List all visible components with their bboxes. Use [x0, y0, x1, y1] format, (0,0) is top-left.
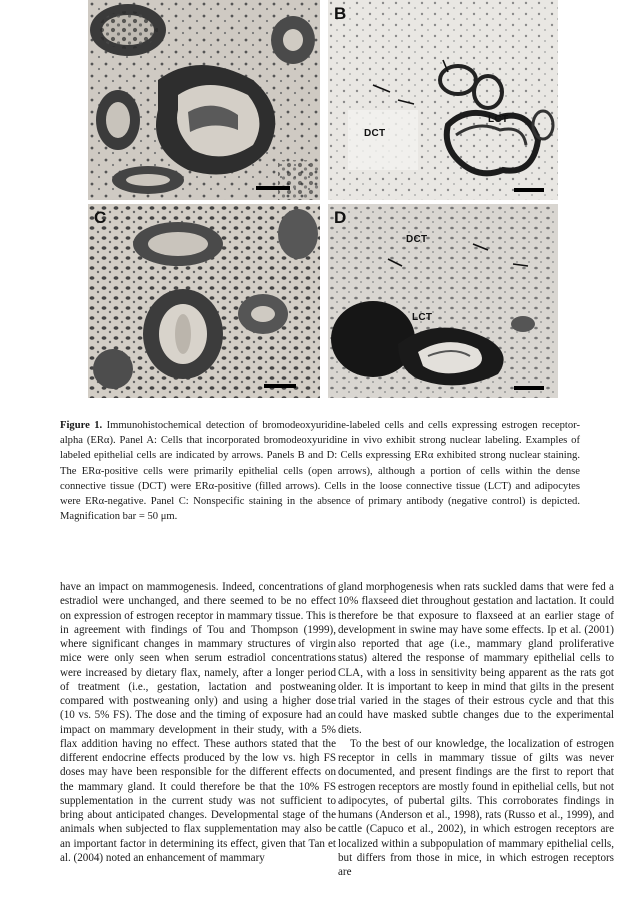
panel-letter-c: C: [94, 208, 107, 227]
paragraph: have an impact on mammogenesis. Indeed, concentrations of estradiol were unchanged, and there seemed to be no effect on expression of estrogen receptor in mammary tissue. This is in agreement with findings of Tou and Thompson (1999), where significant changes in mammary structures of virgin mice were only seen when serum estradiol concentrations were increased by dietary flax, namely, after a longer period of treatment (i.e., gestation, lactation and postweaning compared with postweaning only) and using a higher dose (10 vs. 5% FS). The dose and the timing of exposure had an impact on mammary development in their study, with a 5% flax addition having no effect. These authors stated that the different endocrine effects produced by the low vs. high FS doses may have been responsible for the different effects on the mammary gland. It could therefore be that the 10% FS supplementation in the current study was not sufficient to bring about anticipated changes. Developmental stage of the animals when subjected to flax supplementation may also be an important factor in determining its effect, given that Tan et al. (2004) noted an enhancement of mammary: [60, 581, 336, 864]
caption-text: Immunohistochemical detection of bromodeoxyuridine-labeled cells and cells expressing estrogen receptor-alpha (ERα). Panel A: Cells that incorporated bromodeoxyuridine in vivo exhibit strong nuclear labeling. Examples of labeled epithelial cells are indicated by arrows. Panels B and D: Cells expressing ERα exhibited strong nuclear staining. The ERα-positive cells were primarily epithelial cells (open arrows), although a portion of cells within the dense connective tissue (DCT) were ERα-positive (filled arrows). Cells in the loose connective tissue (LCT) and adipocytes were ERα-negative. Panel C: Nonspecific staining in the absence of primary antibody (negative control) is depicted. Magnification bar = 50 μm.: [60, 420, 580, 523]
dct-label-b: DCT: [364, 128, 386, 139]
scale-bar-d: [514, 386, 544, 390]
micrograph-b-image: [328, 0, 558, 200]
micrograph-panel-c: [88, 204, 320, 398]
micrograph-panel-b: [328, 0, 558, 200]
micrograph-a-image: [88, 0, 320, 200]
micrograph-panel-d: [328, 204, 558, 398]
micrograph-d-image: [328, 204, 558, 398]
figure-1-grid: [88, 0, 558, 398]
panel-letter-b: B: [334, 4, 347, 23]
body-column-left: [60, 580, 336, 865]
lct-label-b: LCT: [488, 114, 509, 125]
micrograph-panel-a: [88, 0, 320, 200]
scale-bar-c: [264, 384, 296, 388]
figure-caption: [60, 418, 580, 524]
dct-label-d: DCT: [406, 234, 428, 245]
paragraph: gland morphogenesis when rats suckled dams that were fed a 10% flaxseed diet throughout gestation and lactation. It could therefore be that exposure to flaxseed at an earlier stage of development in swine may have some effects. Ip et al. (2001) also reported that age (i.e., mammary gland proliferative status) altered the response of mammary epithelial cells to CLA, with a loss in sensitivity being apparent as the rats got older. It is important to keep in mind that gilts in the present trial varied in the stages of their estrous cycle and that this could have masked subtle changes due to the experimental diets.: [338, 581, 614, 736]
scale-bar-a: [256, 186, 290, 190]
figure-label: Figure 1.: [60, 420, 103, 431]
micrograph-c-image: [88, 204, 320, 398]
paragraph: To the best of our knowledge, the localization of estrogen receptor in cells in mammary tissue of gilts was never documented, and present findings are the first to report that estrogen receptors are mostly found in epithelial cells, but not adipocytes, of pubertal gilts. This corroborates findings in humans (Anderson et al., 1998), rats (Russo et al., 1999), and cattle (Capuco et al., 2002), in which estrogen receptors are localized within a subpopulation of mammary epithelial cells, but differs from those in mice, in which estrogen receptors are: [338, 737, 614, 878]
scale-bar-b: [514, 188, 544, 192]
lct-label-d: LCT: [412, 312, 433, 323]
panel-letter-d: D: [334, 208, 347, 227]
body-column-right: [338, 580, 614, 879]
